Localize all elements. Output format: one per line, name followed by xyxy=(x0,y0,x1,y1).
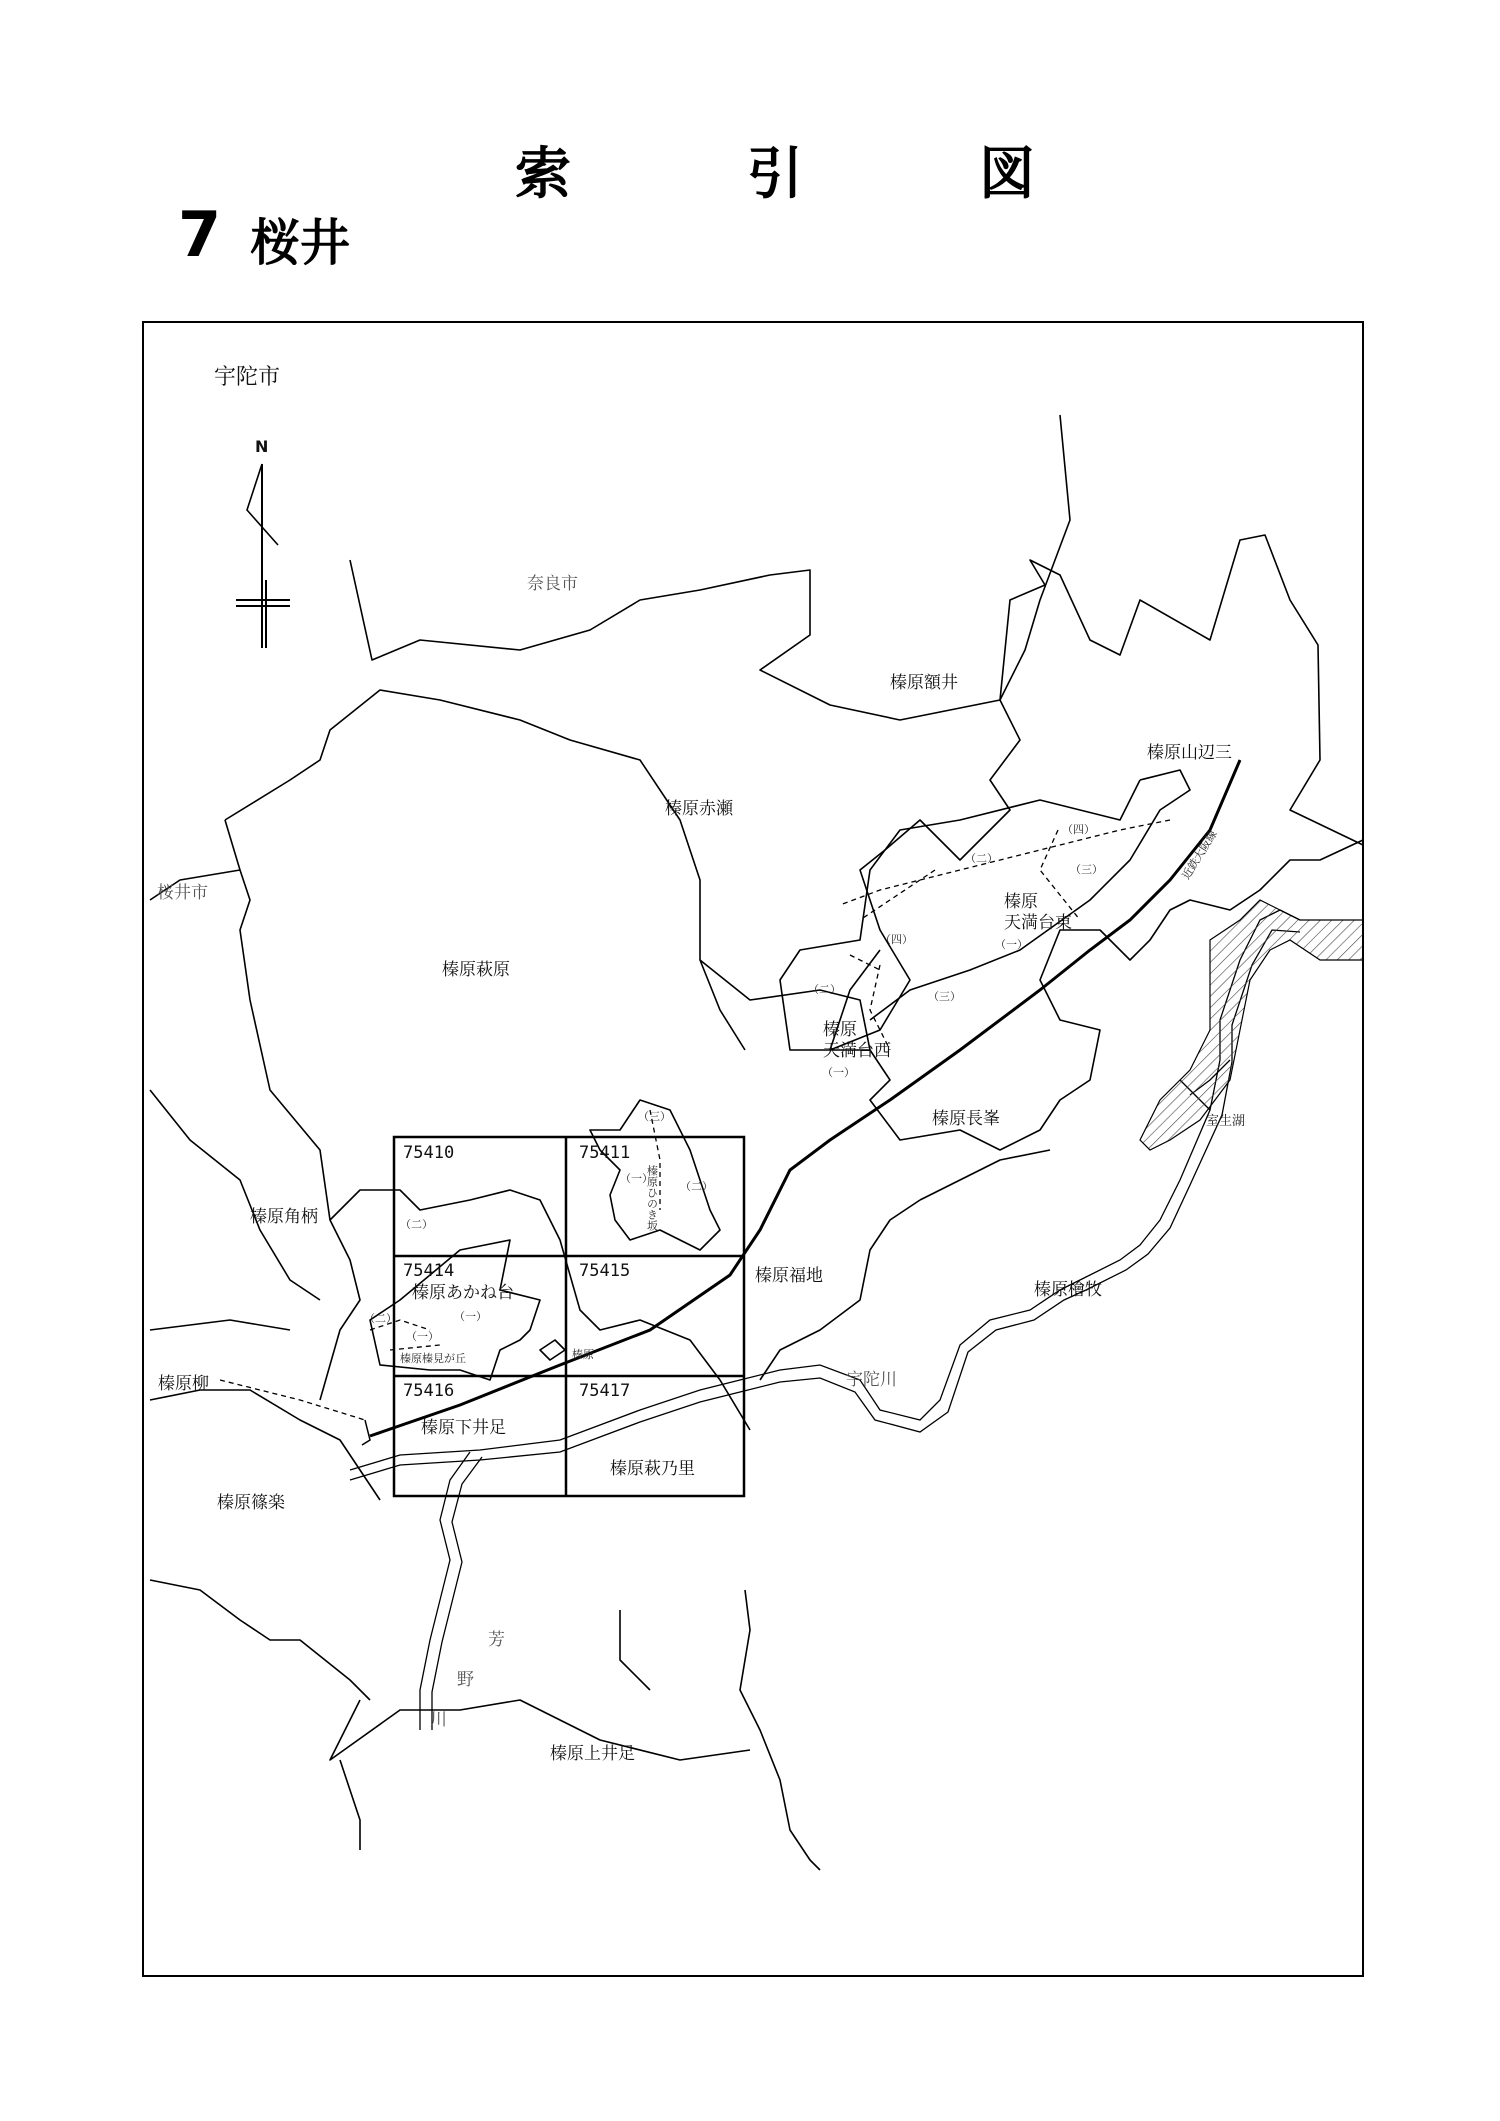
tenmandai-boundaries xyxy=(780,770,1190,1050)
label-hinokizaka: 榛原ひのき坂 xyxy=(645,1165,659,1231)
label-hagino: 榛原萩乃里 xyxy=(610,1459,695,1479)
sub-west-2: （二） xyxy=(808,983,841,996)
sub-akane-1: （一） xyxy=(454,1310,487,1323)
label-shimoisoku: 榛原下井足 xyxy=(421,1418,506,1438)
label-yoshino-1: 芳 xyxy=(488,1630,505,1650)
title-char-2: 引 xyxy=(747,142,803,207)
sheet-75416[interactable]: 75416 xyxy=(403,1381,455,1401)
label-tenmandai-west-2: 天満台西 xyxy=(823,1041,891,1061)
label-nukai: 榛原額井 xyxy=(890,673,958,693)
corner-label: 宇陀市 xyxy=(214,365,281,390)
railway-label: 近鉄大阪線 xyxy=(1179,828,1220,882)
label-sasaraku: 榛原篠楽 xyxy=(217,1493,285,1513)
label-kamiisoku: 榛原上井足 xyxy=(550,1744,635,1764)
label-yamabe3: 榛原山辺三 xyxy=(1147,743,1232,763)
label-yoshino-2: 野 xyxy=(457,1670,474,1690)
murou-lake xyxy=(1140,900,1363,1150)
sheet-name: 桜井 xyxy=(250,214,350,272)
sheet-75414[interactable]: 75414 xyxy=(403,1261,455,1281)
label-fukuchi: 榛原福地 xyxy=(755,1266,823,1286)
sheet-75417[interactable]: 75417 xyxy=(579,1381,631,1401)
label-migaoka: 榛原榛見が丘 xyxy=(400,1352,466,1365)
sub-hinoki-3: （三） xyxy=(638,1110,671,1123)
sub-akane-2: （二） xyxy=(364,1312,397,1325)
label-tenmandai-east-1: 榛原 xyxy=(1004,892,1038,912)
sheet-75415[interactable]: 75415 xyxy=(579,1261,631,1281)
sub-west-3: （三） xyxy=(928,990,961,1003)
label-murou-lake: 室生湖 xyxy=(1206,1114,1246,1129)
north-arrow-icon xyxy=(236,437,290,648)
sheet-75411[interactable]: 75411 xyxy=(579,1143,631,1163)
municipal-boundaries xyxy=(150,415,1363,1870)
sub-10-2: （二） xyxy=(400,1218,433,1231)
label-yanagi: 榛原柳 xyxy=(158,1374,209,1394)
label-nagamine: 榛原長峯 xyxy=(932,1109,1000,1129)
sub-miga-1: （一） xyxy=(406,1330,439,1343)
railway-line xyxy=(362,760,1240,1445)
sheet-number: 7 xyxy=(178,198,222,271)
sub-hinoki-1: （一） xyxy=(620,1172,653,1185)
sub-yamabe-4: （四） xyxy=(1062,823,1095,836)
sub-east-2: （二） xyxy=(965,852,998,865)
sub-east-3: （三） xyxy=(1070,863,1103,876)
label-tenmandai-west-1: 榛原 xyxy=(823,1020,857,1040)
label-nara: 奈良市 xyxy=(527,574,578,594)
yanagi-connector xyxy=(220,1380,365,1420)
label-tenmandai-east-2: 天満台東 xyxy=(1004,913,1072,933)
sub-west-1: （一） xyxy=(822,1066,855,1079)
label-hagihara: 榛原萩原 xyxy=(442,960,510,980)
label-akanedai: 榛原あかね台 xyxy=(412,1283,514,1303)
label-yoshino-3: 川 xyxy=(430,1710,447,1730)
label-station: 榛原 xyxy=(572,1348,594,1361)
title-char-1: 索 xyxy=(515,142,571,207)
title-char-3: 図 xyxy=(979,142,1035,207)
label-hinokimaki: 榛原檜牧 xyxy=(1034,1280,1102,1300)
north-label: N xyxy=(255,437,269,456)
sheet-75410[interactable]: 75410 xyxy=(403,1143,455,1163)
label-uda-river: 宇陀川 xyxy=(846,1370,897,1390)
label-akase: 榛原赤瀬 xyxy=(665,799,733,819)
label-tsunozuka: 榛原角柄 xyxy=(250,1207,318,1227)
sub-west-4: （四） xyxy=(880,933,913,946)
sub-east-1: （一） xyxy=(995,938,1028,951)
sub-hinoki-2: （二） xyxy=(680,1180,713,1193)
label-sakurai: 桜井市 xyxy=(157,883,208,903)
